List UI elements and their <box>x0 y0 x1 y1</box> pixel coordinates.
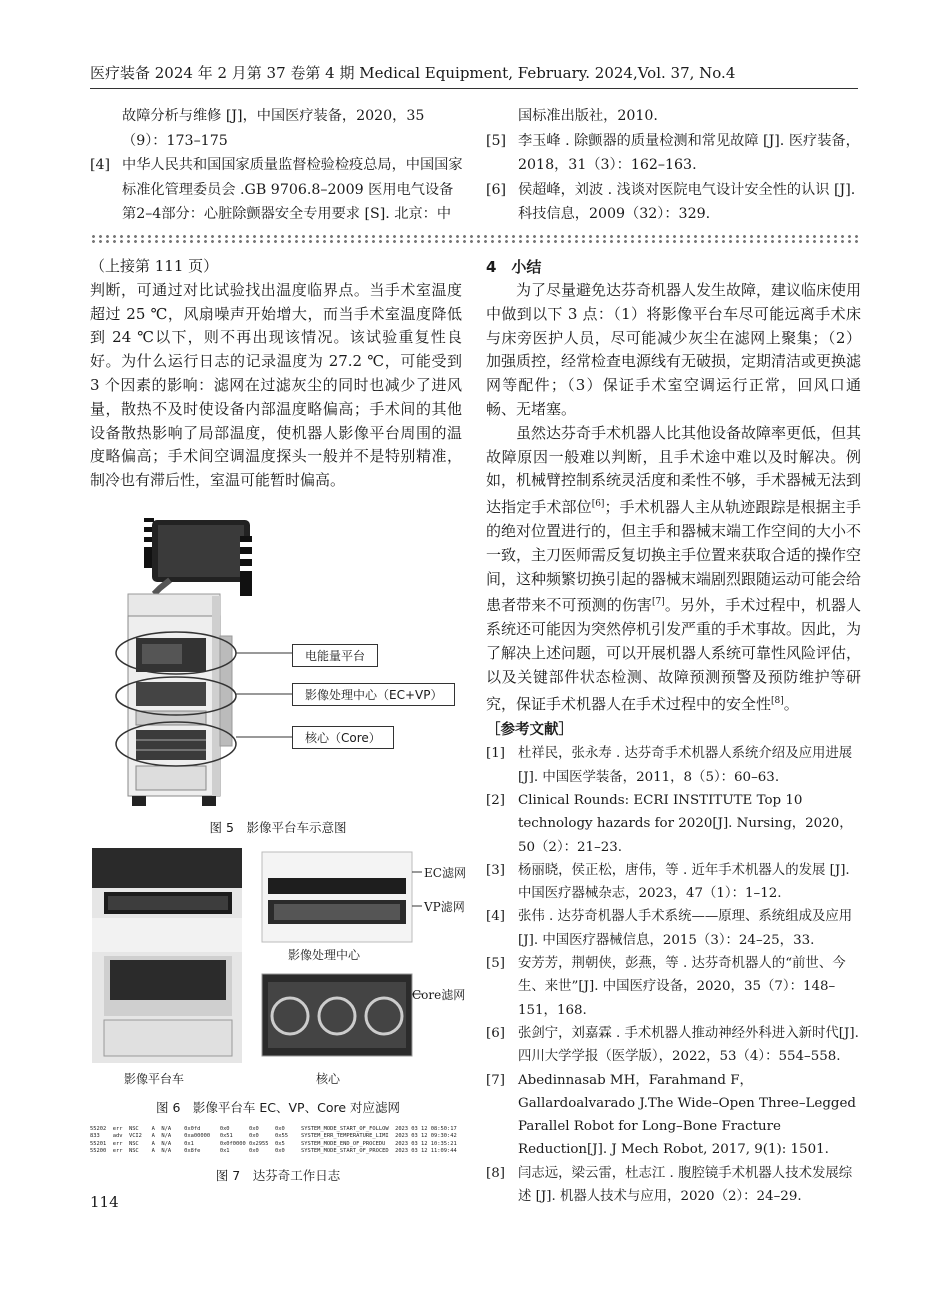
reference-item: [6] 张剑宁，刘嘉霖 . 手术机器人推动神经外科进入新时代[J]. 四川大学学报（医学版），2022，53（4）：554–558. <box>486 1025 859 1065</box>
processing-center-photo <box>262 852 412 942</box>
top-ref-item: [6] 侯超峰，刘波 . 浅谈对医院电气设计安全性的认识 [J]. 科技信息，2009（32）：329. <box>486 181 856 222</box>
right-column <box>486 255 861 1208</box>
figure-5 <box>92 516 464 816</box>
summary-paragraph-1: 为了尽量避免达芬奇机器人发生故障，建议临床使用中做到以下 3 点：（1）将影像平台车尽可能远离手术床与床旁医护人员，尽可能减少灰尘在滤网上聚集；（2）加强质控，经常检查电源线有无破损，定期清洁或更换滤网等配件；（3）保证手术室空调运行正常，回风口通畅、无堵塞。 <box>486 281 862 418</box>
reference-item: [5] 安芳芳，荆朝侠，彭燕，等 . 达芬奇机器人的“前世、今生、来世”[J]. 中国医疗设备，2020，35（7）：148–151，168. <box>486 956 846 1018</box>
log-line: 833 adv VCI2 A N/A 0xa00000 0x51 0x0 0x55 SYSTEM_ERR_TEMPERATURE_LIMI 2023 03 12 09:30:42 <box>90 1133 457 1140</box>
reference-item: [7] Abedinnasab MH，Farahmand F，Gallardoalvarado J.The Wide–Open Three–Legged Parallel Robot for Long–Bone Fracture Reduction[J]. J Mech Robot, 2017, 9(1): 1501. <box>486 1072 856 1158</box>
decorative-divider <box>90 234 860 244</box>
top-ref-item: [4] 中华人民共和国国家质量监督检验检疫总局，中国国家标准化管理委员会 .GB 9706.8–2009 医用电气设备 第2–4部分：心脏除颤器安全专用要求 [S]. 北京：中 <box>90 157 463 222</box>
left-column-text <box>90 255 462 493</box>
top-ref-item: 故障分析与维修 [J]，中国医疗装备，2020，35（9）：173–175 <box>122 108 425 149</box>
section-title: 4 小结 <box>486 258 542 276</box>
continued-from-note: （上接第 111 页） <box>90 257 219 275</box>
references-title: ［参考文献］ <box>486 722 573 739</box>
left-paragraph: 判断，可通过对比试验找出温度临界点。当手术室温度超过 25 ℃，风扇噪声开始增大，而当手术室温度降低到 24 ℃以下，则不再出现该情况。该试验重复性良好。为什么运行日志的记录温度为 27.2 ℃，可能受到 3 个因素的影响：滤网在过滤灰尘的同时也减少了进风量，散热不及时使设备内部温度略偏高；手术间的其他设备散热影响了局部温度，使机器人影像平台周围的温度略偏高；手术间空调温度探头一般并不是特别精准，制冷也有滞后性，室温可能暂时偏高。 <box>90 280 462 490</box>
label-core-filter: Core滤网 <box>412 988 466 1002</box>
label-core: 核心（Core） <box>292 726 394 749</box>
top-ref-item: 国标准出版社，2010. <box>518 108 658 124</box>
log-line: 55201 err NSC A N/A 0x1 0x0f0000 0x2955 0x5 SYSTEM_MODE_END_OF_PROCEDU 2023 03 12 10:35:21 <box>90 1140 457 1147</box>
figure-6-caption: 图 6 影像平台车 EC、VP、Core 对应滤网 <box>155 1100 401 1115</box>
monitor-icon <box>144 518 252 596</box>
figure-5-caption: 图 5 影像平台车示意图 <box>209 820 347 835</box>
top-ref-item: [5] 李玉峰 . 除颤器的质量检测和常见故障 [J]. 医疗装备，2018，31（3）：162–163. <box>486 132 860 173</box>
cart-illustration <box>92 516 464 816</box>
cart-photo <box>92 848 242 1063</box>
citation: [7] <box>652 597 665 608</box>
filter-photos <box>90 848 466 1088</box>
summary-paragraph-2: 虽然达芬奇手术机器人比其他设备故障率更低，但其故障原因一般难以判断，且手术途中难以及时解决。例如，机械臂控制系统灵活度和柔性不够，手术器械无法到达指定手术部位[6]；手术机器人主从轨迹跟踪是根据主手的绝对位置进行的，但主手和器械末端工作空间的大小不一致，主刀医师需反复切换主手位置来获取合适的操作空间，这种频繁切换引起的器械末端剧烈跟随运动可能会给患者带来不可预测的伤害[7]。另外，手术过程中，机器人系统还可能因为突然停机引发严重的手术事故。因此，为了解决上述问题，可以开展机器人系统可靠性风险评估，以及关键部件状态检测、故障预测预警及预防维护等研究，保证手术机器人在手术过程中的安全性[8]。 <box>486 423 862 713</box>
label-image-processing-center: 影像处理中心 <box>288 948 361 962</box>
cart-body <box>128 594 232 806</box>
citation: [6] <box>591 499 605 510</box>
top-refs-right <box>486 104 861 227</box>
running-header: 医疗装备 2024 年 2 月第 37 卷第 4 期 Medical Equipment, February. 2024,Vol. 37, No.4 <box>90 64 736 82</box>
reference-item: [4] 张伟 . 达芬奇机器人手术系统——原理、系统组成及应用 [J]. 中国医疗器械信息，2015（3）：24–25，33. <box>486 909 853 948</box>
label-vp-filter: VP滤网 <box>424 900 465 914</box>
citation: [8] <box>771 695 784 706</box>
reference-item: [2] Clinical Rounds: ECRI INSTITUTE Top 10 technology hazards for 2020[J]. Nursing，2020，50（2）：21–23. <box>486 792 853 855</box>
page-number: 114 <box>90 1193 119 1211</box>
core-filter-photo <box>262 974 412 1056</box>
label-core-module: 核心 <box>316 1072 341 1086</box>
label-image-center: 影像处理中心（EC+VP） <box>292 683 455 706</box>
figure-6 <box>90 848 466 1088</box>
label-cart: 影像平台车 <box>124 1072 185 1086</box>
reference-item: [3] 杨丽晓，侯正松，唐伟，等 . 近年手术机器人的发展 [J]. 中国医疗器械杂志，2023，47（1）：1–12. <box>486 862 850 902</box>
log-line: 55202 err NSC A N/A 0x0fd 0x0 0x0 0x0 SYSTEM_MODE_START_OF_FOLLOW 2023 03 12 08:50:17 <box>90 1126 457 1132</box>
label-energy-platform: 电能量平台 <box>292 644 378 667</box>
top-refs-left <box>90 104 465 227</box>
reference-item: [1] 杜祥民，张永寿 . 达芬奇手术机器人系统介绍及应用进展 [J]. 中国医学装备，2011，8（5）：60–63. <box>486 746 853 785</box>
log-line: 55200 err NSC A N/A 0x8fe 0x1 0x0 0x0 SYSTEM_MODE_START_OF_PROCED 2023 03 12 11:09:44 <box>90 1148 457 1155</box>
figure-7-caption: 图 7 达芬奇工作日志 <box>215 1168 341 1183</box>
reference-item: [8] 闫志远，梁云雷，杜志江 . 腹腔镜手术机器人技术发展综述 [J]. 机器人技术与应用，2020（2）：24–29. <box>486 1165 853 1204</box>
header-rule <box>90 88 858 89</box>
label-ec-filter: EC滤网 <box>424 866 466 880</box>
references-list <box>486 742 861 1208</box>
figure-7-log <box>90 1126 462 1160</box>
